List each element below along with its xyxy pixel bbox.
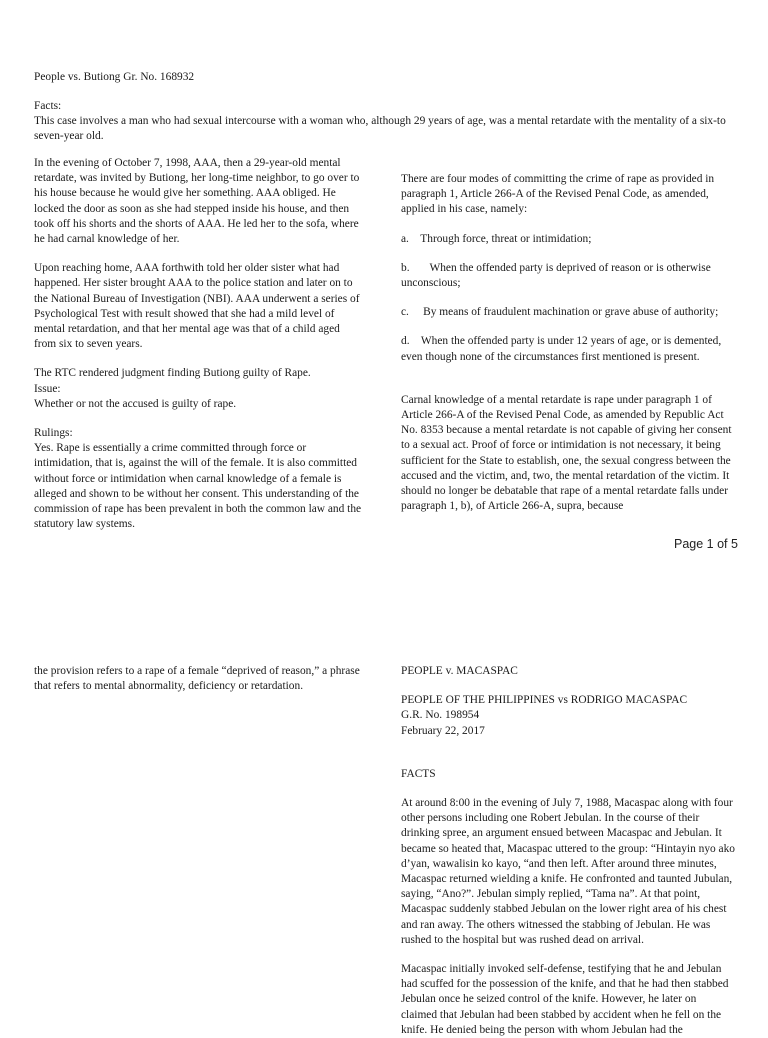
- case-gr-number: G.R. No. 198954: [401, 709, 480, 722]
- case-short-title: PEOPLE v. MACASPAC: [401, 665, 518, 677]
- issue-label: Issue:: [34, 382, 61, 395]
- paragraph-report: Upon reaching home, AAA forthwith told her older sister what had happened. Her sister brought AAA to the police station and later on to the National Bureau of Investigation (NBI). AAA underwent a series of Psychological Test with result showed that she had a mild level of mental retardation, and that her mental age was that of a child aged from six to seven years.: [34, 262, 360, 351]
- paragraph-carnal-knowledge: Carnal knowledge of a mental retardate is rape under paragraph 1 of Article 266-A of the Revised Penal Code, as amended by Republic Act No. 8353 because a mental retardate is not capable of giving her consent to a sexual act. Proof of force or intimidation is not necessary, it being sufficient for the State to establish, one, the sexual congress between the accused and the victim, and, two, the mental retardation of the victim. It should no longer be debatable that rape of a mental retardate falls under paragraph 1, b), of Article 266-A, supra, because: [401, 393, 732, 513]
- left-column: [34, 156, 364, 532]
- facts-heading: FACTS: [401, 767, 436, 780]
- modes-intro: There are four modes of committing the crime of rape as provided in paragraph 1, Article 266-A of the Revised Penal Code, as amended, applied in his case, namely:: [401, 173, 715, 216]
- macaspac-section: [401, 664, 735, 1038]
- mode-item-d: d. When the offended party is under 12 years of age, or is demented, even though none of the circumstances first mentioned is present.: [401, 335, 722, 363]
- mode-item-b: b. When the offended party is deprived of reason or is otherwise unconscious;: [401, 261, 711, 290]
- right-column: [401, 172, 735, 514]
- case-full-title: PEOPLE OF THE PHILIPPINES vs RODRIGO MACASPAC: [401, 694, 688, 707]
- rulings-text: Yes. Rape is essentially a crime committed through force or intimidation, that is, against the will of the female. It is also committed without force or intimidation when carnal knowledge of a female is alleged and shown to be without her consent. This understanding of the commission of rape has been prevalent in both the common law and the statutory law systems.: [34, 442, 362, 531]
- page-number: Page 1 of 5: [674, 537, 738, 551]
- mode-item-c: c. By means of fraudulent machination or grave abuse of authority;: [401, 306, 719, 319]
- facts-section: [34, 99, 734, 145]
- paragraph-rtc-judgment: The RTC rendered judgment finding Butiong guilty of Rape.: [34, 367, 311, 380]
- paragraph-defense: Macaspac initially invoked self-defense, testifying that he and Jebulan had scuffed for the possession of the knife, and that he had then stabbed Jebulan once he seized control of the knife. However, he later on claimed that Jebulan had been stabbed by accident when he fell on the knife. He denied being the person with whom Jebulan had the: [401, 963, 729, 1036]
- case-date: February 22, 2017: [401, 724, 485, 737]
- paragraph-stabbing: At around 8:00 in the evening of July 7, 1988, Macaspac along with four other persons including one Robert Jebulan. In the course of their drinking spree, an argument ensued between Macaspac and Jebulan. It became so heated that, Macaspac uttered to the group: “Hintayin nyo ako d’yan, wawalisin ko kayo, “and then left. After around three minutes, Macaspac returned wielding a knife. He confronted and taunted Jubulan, saying, “Ano?”. Jebulan simply replied, “Tama na”. At that point, Macaspac suddenly stabbed Jebulan on the lower right area of his chest and ran away. The others witnessed the stabbing of Jebulan. He was rushed to the hospital but was rushed dead on arrival.: [401, 797, 736, 946]
- facts-text: This case involves a man who had sexual intercourse with a woman who, although 29 years of age, was a mental retardate with the mentality of a six-to seven-year old.: [34, 115, 726, 143]
- facts-label: Facts:: [34, 100, 62, 112]
- continued-paragraph: the provision refers to a rape of a female “deprived of reason,” a phrase that refers to mental abnormality, deficiency or retardation.: [34, 665, 360, 693]
- mode-item-a: a. Through force, threat or intimidation;: [401, 232, 592, 245]
- paragraph-incident: In the evening of October 7, 1998, AAA, then a 29-year-old mental retardate, was invited by Butiong, her long-time neighbor, to go over to his house because he would give her something. AAA obliged. He locked the door as soon as she had stepped inside his house, and then took off his shorts and the shorts of AAA. He led her to the sofa, where he had carnal knowledge of her.: [34, 157, 360, 246]
- document-header: People vs. Butiong Gr. No. 168932: [34, 71, 195, 83]
- rulings-label: Rulings:: [34, 427, 73, 440]
- issue-text: Whether or not the accused is guilty of rape.: [34, 397, 237, 410]
